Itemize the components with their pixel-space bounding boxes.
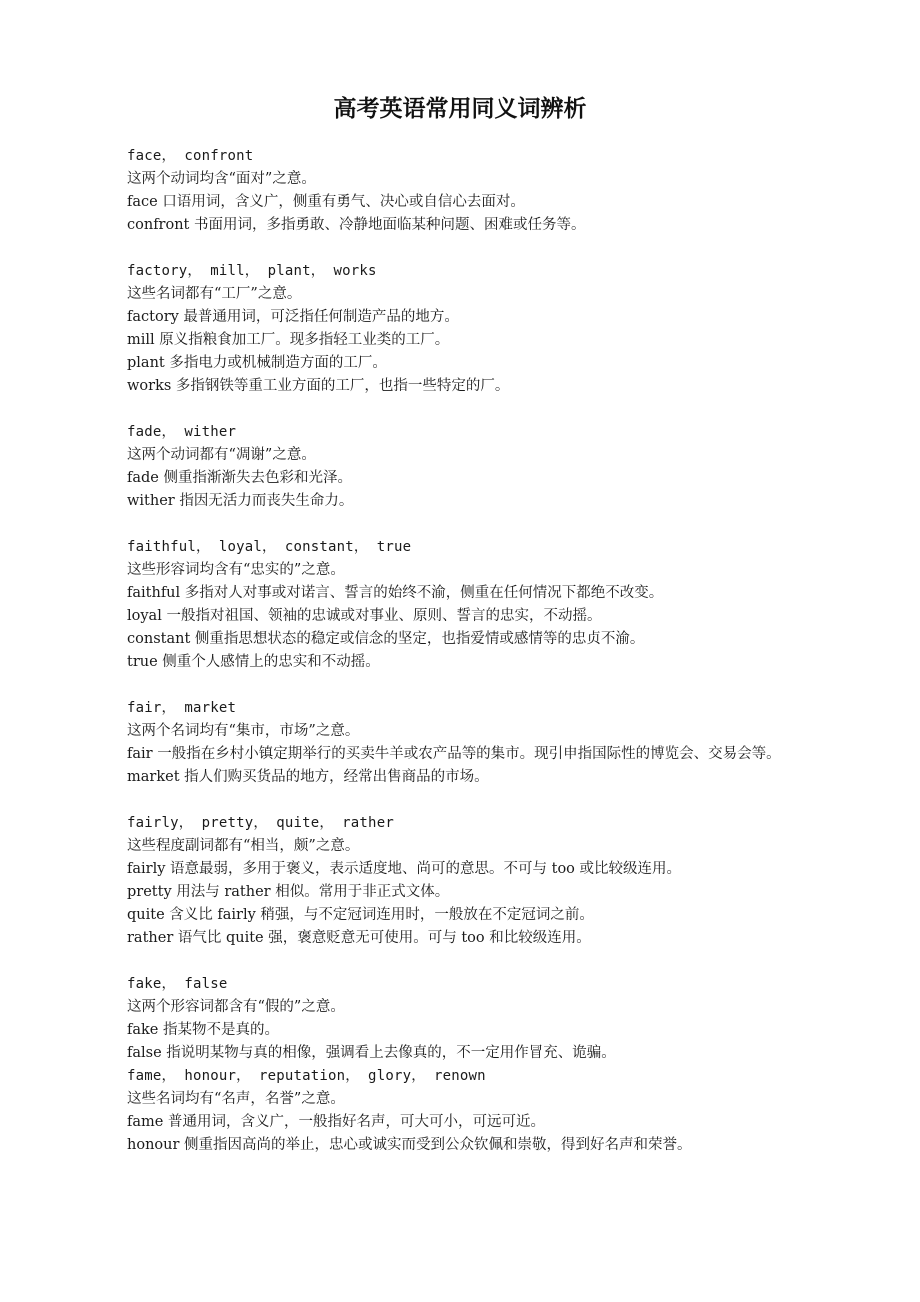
- entry-line: confront 书面用词，多指勇敢、冷静地面临某种问题、困难或任务等。: [127, 217, 586, 233]
- entry-line: 这两个形容词都含有“假的”之意。: [127, 999, 345, 1015]
- entry-factory-mill-plant-works: [127, 260, 817, 398]
- entry-line: pretty 用法与 rather 相似。常用于非正式文体。: [127, 884, 450, 900]
- entry-line: plant 多指电力或机械制造方面的工厂。: [127, 355, 387, 371]
- entry-line: 这两个名词均有“集市，市场”之意。: [127, 723, 360, 739]
- entry-line: wither 指因无活力而丧失生命力。: [127, 493, 354, 509]
- entry-line: 这些名词都有“工厂”之意。: [127, 286, 302, 302]
- entry-line: 这些形容词均含有“忠实的”之意。: [127, 562, 345, 578]
- document-body: [127, 145, 817, 1157]
- entry-fairly-pretty-quite-rather: [127, 812, 817, 950]
- entry-line: factory 最普通用词，可泛指任何制造产品的地方。: [127, 309, 459, 325]
- entry-fade-wither: [127, 421, 817, 513]
- entry-line: false 指说明某物与真的相像，强调看上去像真的，不一定用作冒充、诡骗。: [127, 1045, 616, 1061]
- entry-line: 这两个动词均含“面对”之意。: [127, 171, 316, 187]
- entry-line: fade 侧重指渐渐失去色彩和光泽。: [127, 470, 352, 486]
- entry-fake-false: [127, 973, 817, 1065]
- entry-line: market 指人们购买货品的地方，经常出售商品的市场。: [127, 769, 489, 785]
- entry-fair-market: [127, 697, 817, 789]
- entry-line: 这些程度副词都有“相当，颇”之意。: [127, 838, 360, 854]
- entry-line: works 多指钢铁等重工业方面的工厂，也指一些特定的厂。: [127, 378, 510, 394]
- entry-line: rather 语气比 quite 强，褒意贬意无可使用。可与 too 和比较级连用。: [127, 930, 591, 946]
- entry-line: true 侧重个人感情上的忠实和不动摇。: [127, 654, 380, 670]
- entry-line: fair 一般指在乡村小镇定期举行的买卖牛羊或农产品等的集市。现引申指国际性的博览会、交易会等。: [127, 746, 781, 762]
- entry-line: loyal 一般指对祖国、领袖的忠诚或对事业、原则、誓言的忠实，不动摇。: [127, 608, 602, 624]
- entry-line: mill 原义指粮食加工厂。现多指轻工业类的工厂。: [127, 332, 450, 348]
- entry-heading: fair， market: [127, 700, 237, 716]
- entry-fame-honour-reputation-glory-renown: [127, 1065, 817, 1157]
- entry-heading: face， confront: [127, 148, 254, 164]
- entry-line: 这两个动词都有“凋谢”之意。: [127, 447, 316, 463]
- entry-heading: fairly， pretty， quite， rather: [127, 815, 394, 831]
- entry-line: quite 含义比 fairly 稍强，与不定冠词连用时，一般放在不定冠词之前。: [127, 907, 594, 923]
- entry-line: 这些名词均有“名声，名誉”之意。: [127, 1091, 345, 1107]
- entry-faithful-loyal-constant-true: [127, 536, 817, 674]
- entry-heading: faithful， loyal， constant， true: [127, 539, 412, 555]
- entry-line: faithful 多指对人对事或对诺言、誓言的始终不渝，侧重在任何情况下都绝不改变。: [127, 585, 664, 601]
- entry-heading: fame， honour， reputation， glory， renown: [127, 1068, 486, 1084]
- document-title: 高考英语常用同义词辨析: [333, 95, 587, 122]
- entry-line: fame 普通用词，含义广，一般指好名声，可大可小，可远可近。: [127, 1114, 545, 1130]
- entry-heading: fade， wither: [127, 424, 237, 440]
- entry-line: honour 侧重指因高尚的举止，忠心或诚实而受到公众钦佩和崇敬，得到好名声和荣誉。: [127, 1137, 692, 1153]
- entry-heading: factory， mill， plant， works: [127, 263, 377, 279]
- entry-line: fake 指某物不是真的。: [127, 1022, 279, 1038]
- entry-face-confront: [127, 145, 817, 237]
- entry-heading: fake， false: [127, 976, 228, 992]
- entry-line: fairly 语意最弱，多用于褒义，表示适度地、尚可的意思。不可与 too 或比较级连用。: [127, 861, 682, 877]
- entry-line: face 口语用词，含义广，侧重有勇气、决心或自信心去面对。: [127, 194, 525, 210]
- entry-line: constant 侧重指思想状态的稳定或信念的坚定，也指爱情或感情等的忠贞不渝。: [127, 631, 645, 647]
